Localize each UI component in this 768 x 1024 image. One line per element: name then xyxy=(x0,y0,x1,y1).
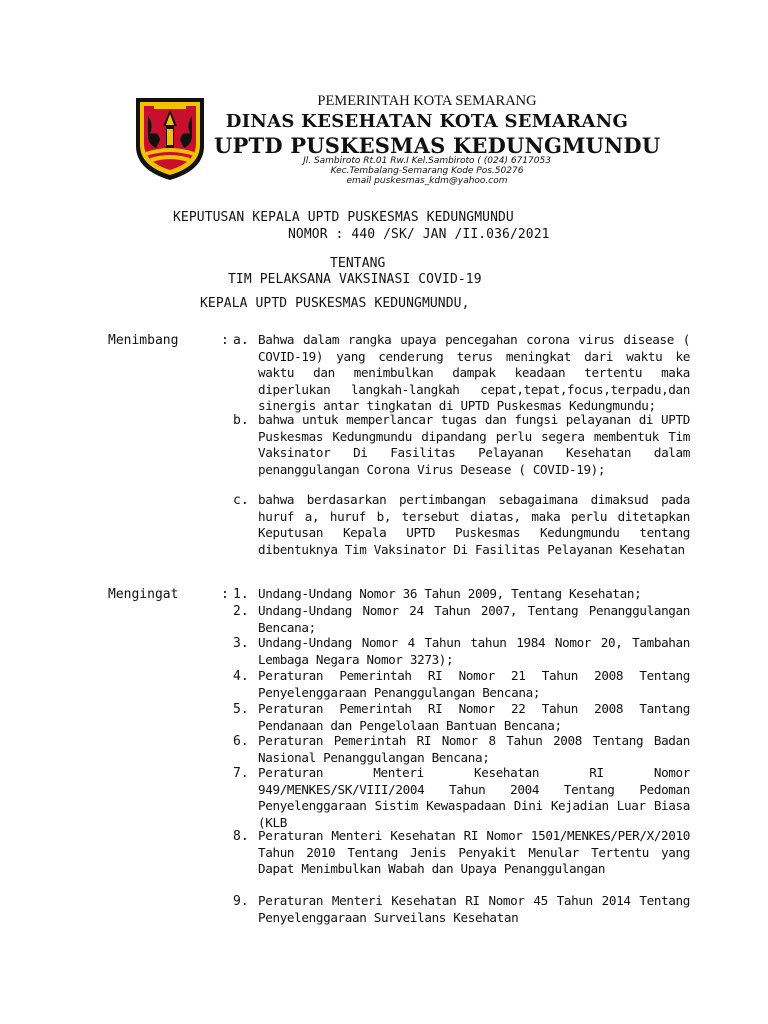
letterhead-email: email puskesmas_kdm@yahoo.com xyxy=(346,176,508,186)
menimbang-colon: : xyxy=(221,333,229,348)
semarang-coat-of-arms-logo xyxy=(134,96,206,182)
mengingat-item: Peraturan Pemerintah RI Nomor 8 Tahun 2008 Tentang Badan Nasional Penanggulangan Bencana; xyxy=(258,733,690,765)
menimbang-marker: b. xyxy=(233,413,249,428)
mengingat-marker: 2. xyxy=(233,604,249,619)
letterhead-institution: UPTD PUSKESMAS KEDUNGMUNDU xyxy=(214,133,661,158)
mengingat-item: Peraturan Menteri Kesehatan RI Nomor 949/MENKES/SK/VIII/2004 Tahun 2004 Tentang Pedoman Penyelenggaraan Sistim Kewaspadaan Dini Kejadian Luar Biasa (KLB xyxy=(258,765,690,830)
decree-heading: KEPUTUSAN KEPALA UPTD PUSKESMAS KEDUNGMUNDU xyxy=(173,210,514,225)
mengingat-item: Peraturan Menteri Kesehatan RI Nomor 45 Tahun 2014 Tentang Penyelenggaraan Surveilans Kesehatan xyxy=(258,893,690,925)
decree-number: NOMOR : 440 /SK/ JAN /II.036/2021 xyxy=(288,227,550,242)
mengingat-item: Undang-Undang Nomor 4 Tahun tahun 1984 Nomor 20, Tambahan Lembaga Negara Nomor 3273); xyxy=(258,635,690,667)
mengingat-marker: 6. xyxy=(233,734,249,749)
menimbang-marker: c. xyxy=(233,493,249,508)
menimbang-item: bahwa untuk memperlancar tugas dan fungsi pelayanan di UPTD Puskesmas Kedungmundu dipandang perlu segera membentuk Tim Vaksinator Di Fasilitas Pelayanan Kesehatan dalam penanggulangan Corona Virus Desease ( COVID-19); xyxy=(258,412,690,477)
decree-authority: KEPALA UPTD PUSKESMAS KEDUNGMUNDU, xyxy=(200,296,470,311)
mengingat-item: Peraturan Pemerintah RI Nomor 21 Tahun 2008 Tentang Penyelenggaraan Penanggulangan Bencana; xyxy=(258,668,690,700)
menimbang-item: bahwa berdasarkan pertimbangan sebagaimana dimaksud pada huruf a, huruf b, tersebut diatas, maka perlu ditetapkan Keputusan Kepala UPTD Puskesmas Kedungmundu tentang dibentuknya Tim Vaksinator Di Fasilitas Pelayanan Kesehatan xyxy=(258,492,690,557)
mengingat-marker: 7. xyxy=(233,766,249,781)
menimbang-marker: a. xyxy=(233,333,249,348)
letterhead-address-line: Jl. Sambiroto Rt.01 Rw.I Kel.Sambiroto ( (024) 6717053 xyxy=(303,156,551,166)
menimbang-item: Bahwa dalam rangka upaya pencegahan corona virus disease ( COVID-19) yang cenderung terus meningkat dari waktu ke waktu dan menimbulkan dampak keadaan tertentu maka diperlukan langkah-langkah cepat,tepat,focus,terpadu,dan sinergis antar tingkatan di UPTD Puskesmas Kedungmundu; xyxy=(258,332,690,414)
letterhead-department: DINAS KESEHATAN KOTA SEMARANG xyxy=(225,111,629,132)
decree-subject: TIM PELAKSANA VAKSINASI COVID-19 xyxy=(228,272,482,287)
mengingat-item: Peraturan Menteri Kesehatan RI Nomor 1501/MENKES/PER/X/2010 Tahun 2010 Tentang Jenis Penyakit Menular Tertentu yang Dapat Menimbulkan Wabah dan Upaya Penanggulangan xyxy=(258,828,690,877)
mengingat-marker: 9. xyxy=(233,894,249,909)
mengingat-marker: 4. xyxy=(233,669,249,684)
menimbang-label: Menimbang xyxy=(108,333,179,348)
mengingat-marker: 5. xyxy=(233,702,249,717)
mengingat-marker: 1. xyxy=(233,587,249,602)
letterhead-government: PEMERINTAH KOTA SEMARANG xyxy=(317,93,537,109)
mengingat-marker: 3. xyxy=(233,636,249,651)
mengingat-item: Undang-Undang Nomor 36 Tahun 2009, Tentang Kesehatan; xyxy=(258,586,642,601)
mengingat-marker: 8. xyxy=(233,829,249,844)
decree-tentang: TENTANG xyxy=(330,256,386,271)
mengingat-item: Undang-Undang Nomor 24 Tahun 2007, Tentang Penanggulangan Bencana; xyxy=(258,603,690,635)
mengingat-item: Peraturan Pemerintah RI Nomor 22 Tahun 2008 Tantang Pendanaan dan Pengelolaan Bantuan Bencana; xyxy=(258,701,690,733)
letterhead-address-district: Kec.Tembalang-Semarang Kode Pos.50276 xyxy=(330,166,524,176)
mengingat-colon: : xyxy=(221,587,229,602)
mengingat-label: Mengingat xyxy=(108,587,179,602)
